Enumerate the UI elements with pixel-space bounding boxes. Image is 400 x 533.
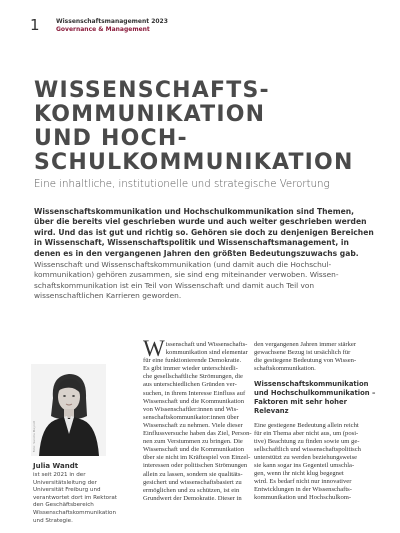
body-line: Einflussversuche haben das Ziel, Person-	[143, 430, 252, 438]
lead-line: schaftskommunikation ist ein Teil von Wissenschaft und damit auch Teil von	[34, 280, 315, 290]
body-line: gen, wenn ihr nicht klug begegnet	[254, 470, 344, 478]
bio-line: ist seit 2021 in der	[33, 472, 86, 478]
heading-line: Wissenschaftskommunikation	[254, 380, 369, 389]
bio-line: Wissenschaftskommunikation	[33, 509, 117, 516]
lead-paragraph-light	[34, 260, 372, 302]
author-name: Julia Wandt	[33, 462, 79, 470]
body-line: sellschaftlich und wissenschaftspolitisch	[254, 445, 361, 453]
body-line: Entwicklungen in der Wissenschafts-	[254, 486, 352, 494]
heading-line: Faktoren mit sehr hoher	[254, 397, 347, 406]
page-number: 1	[30, 16, 40, 34]
body-line: Eine gestiegene Bedeutung allein reicht	[254, 421, 359, 429]
body-line: Wissenschaft und die Kommunikation	[143, 446, 245, 454]
body-line: Wissenschaft zu nehmen. Viele dieser	[143, 421, 243, 429]
lead-line: wird. Und das ist gut und richtig so. Gehören sie doch zu denjenigen Bereichen	[34, 227, 374, 237]
lead-line: in Wissenschaft, Wissenschaftspolitik und Wissenschaftsmanagement, in	[34, 238, 349, 248]
body-line: ermöglichen und zu schützen, ist ein	[143, 486, 240, 494]
body-line: über sie nicht im Kräftespiel von Einzel-	[143, 454, 251, 462]
bio-line: Universitätsleitung der	[33, 479, 97, 486]
section-title: Governance & Management	[56, 26, 150, 33]
body-line: che gesellschaftliche Strömungen, die	[143, 373, 243, 381]
author-bio	[33, 472, 133, 525]
portrait-illustration	[31, 364, 106, 456]
body-line: sie kann sogar ins Gegenteil umschla-	[254, 462, 355, 470]
bio-line: Universität Freiburg und	[33, 487, 101, 494]
lead-line: kommunikation) gehören zusammen, sie sind eng miteinander verwoben. Wissen-	[34, 270, 339, 280]
body-line: senschaftskommunikator:innen über	[143, 413, 239, 421]
lead-line: Wissenschaft und Wissenschaftskommunikation (und damit auch die Hochschul-	[34, 260, 332, 269]
body-line: tive) Beachtung zu finden sowie um ge-	[254, 437, 360, 445]
body-line: nen zum Verstummen zu bringen. Die	[143, 438, 243, 446]
title-line: KOMMUNIKATION	[34, 102, 266, 127]
body-line: schaftskommunikation.	[254, 365, 316, 373]
body-line: von Wissenschaftler:innen und Wis-	[143, 405, 239, 413]
body-line: unterstützt zu werden beziehungsweise	[254, 453, 358, 461]
body-line: wird. Es bedarf nicht nur innovativer	[254, 478, 352, 486]
lead-paragraph-bold	[34, 207, 372, 259]
body-line: allein zu lassen, sondern sie qualitäts-	[143, 470, 243, 478]
lead-line: Wissenschaftskommunikation und Hochschulkommunikation sind Themen,	[34, 207, 355, 216]
lead-line: denen es in den vergangenen Jahren den größten Bedeutungszuwachs gab.	[34, 248, 359, 258]
body-line: interessen oder politischen Strömungen	[143, 462, 248, 470]
bio-line: und Strategie.	[33, 517, 73, 524]
section-heading	[254, 380, 376, 415]
drop-cap: W	[143, 336, 165, 361]
body-column-2	[254, 341, 376, 503]
title-line: UND HOCH-	[34, 126, 188, 151]
article-title	[34, 79, 374, 175]
running-header	[56, 18, 168, 34]
heading-line: Relevanz	[254, 406, 289, 415]
body-line: für ein Thema aber nicht aus, um (posi-	[254, 429, 359, 437]
body-line: kommunikation sind elementar	[165, 349, 248, 357]
series-title: Wissenschaftsmanagement 2023	[56, 18, 168, 25]
article-subtitle: Eine inhaltliche, institutionelle und strategische Verortung	[34, 179, 330, 190]
body-line: gesichert und wissenschaftsbasiert zu	[143, 478, 242, 486]
title-line: WISSENSCHAFTS-	[34, 78, 270, 103]
author-portrait	[31, 364, 106, 456]
heading-line: und Hochschulkommunikation –	[254, 389, 376, 398]
body-line: Grundwert der Demokratie. Dieser in	[143, 494, 242, 502]
body-column-1	[143, 336, 252, 503]
body-line: kommunikation und Hochschulkom-	[254, 494, 352, 502]
body-line: für eine funktionierende Demokratie.	[143, 357, 242, 365]
body-line: Wissenschaft und die Kommunikation	[143, 397, 245, 405]
bio-line: den Geschäftsbereich	[33, 502, 94, 509]
body-line: issenschaft und Wissenschafts-	[165, 341, 248, 348]
photo-credit: Foto: Sandra Meyndt	[32, 420, 36, 452]
body-line: aus unterschiedlichen Gründen ver-	[143, 381, 237, 389]
body-line: suchen, in ihrem Interesse Einfluss auf	[143, 389, 246, 397]
body-line: Es gibt immer wieder unterschiedli-	[143, 365, 238, 373]
lead-line: über die bereits viel geschrieben wurde und auch weiter geschrieben werden	[34, 217, 367, 227]
lead-line: wissenschaftlichen Karrieren geworden.	[34, 291, 182, 301]
title-line: SCHULKOMMUNIKATION	[34, 150, 354, 175]
body-line: die gestiegene Bedeutung von Wissen-	[254, 357, 357, 365]
body-line: gewachsene Bezug ist ursächlich für	[254, 349, 351, 357]
bio-line: verantwortet dort im Rektorat	[33, 494, 117, 501]
body-line: den vergangenen Jahren immer stärker	[254, 341, 357, 348]
